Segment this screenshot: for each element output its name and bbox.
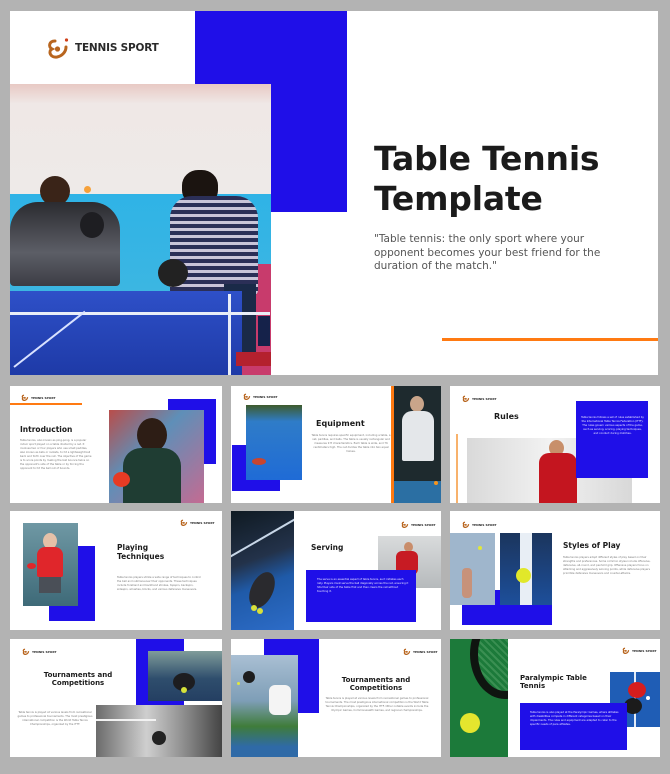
styles-player-photo <box>450 533 495 605</box>
slide-logo <box>243 393 278 400</box>
slide-styles-of-play[interactable] <box>450 511 660 630</box>
cover-title <box>374 139 599 218</box>
slide-body: Table tennis is played at various levels from recreational games to professional tournaments. The most prestigious international competition is the World Table Tennis Championships, organized by the ITTF. <box>17 711 93 727</box>
slide-logo <box>403 648 438 655</box>
brand-name: TENNIS SPORT <box>190 520 215 525</box>
brand-name: TENNIS SPORT <box>32 649 57 654</box>
slide-paralympic[interactable] <box>450 639 660 757</box>
slide-title <box>520 674 587 690</box>
orange-strip <box>456 434 458 503</box>
slide-title <box>321 676 431 692</box>
tennis-sport-logo-icon <box>22 648 30 655</box>
slide-body: Table tennis players utilize a wide range of techniques to control the ball and outmaneuver their opponents. These techniques include forehand and backhand strokes, topspin, backspin, sidespin, smashes, blocks, and various defensive maneuvers. <box>117 576 201 592</box>
brand-name: TENNIS SPORT <box>472 396 497 401</box>
cover-title-line-2: Template <box>374 178 543 218</box>
tennis-sport-logo-icon <box>180 519 188 526</box>
brand-name: TENNIS SPORT <box>413 649 438 654</box>
slide-title-line-2: Competitions <box>349 684 403 693</box>
slide-logo <box>401 521 436 528</box>
slide-logo <box>22 648 57 655</box>
serving-court-photo <box>231 511 294 630</box>
slide-playing-techniques[interactable] <box>10 511 222 630</box>
slide-logo <box>180 519 215 526</box>
tennis-sport-logo-icon <box>403 648 411 655</box>
slide-body: Table tennis players adopt different styles of play based on their strengths and preferences. Some common styles include offensive, defensive, all-round, and penhold grip. Offensive players focus on attacking and aggressively winning points, while defensive players prioritize defensive maneuvers and counter-attacks. <box>563 556 651 576</box>
slide-title: Styles of Play <box>563 541 621 550</box>
slide-rules[interactable] <box>450 386 660 503</box>
slide-body: Table tennis, also known as ping-pong, is a popular indoor sport played on a table divided by a net. It involves two or four players who use small paddles, also known as bats or rackets, to hit a lightweight ball back and forth over the net. The objective of the game is to score points by making the ball bounce twice on the opponent's side of the table or by forcing the opponent to hit the ball out of bounds. <box>20 439 92 471</box>
rules-text-box <box>576 401 648 478</box>
cover-quote: "Table tennis: the only sport where your opponent becomes your best friend for the duration of the match." <box>374 233 601 273</box>
slide-title-line-2: Techniques <box>117 551 165 561</box>
cover-photo <box>10 84 271 375</box>
tennis-sport-logo-icon <box>462 521 470 528</box>
slide-body: Table tennis requires specific equipment, including a table, a net, paddles, and balls. The table is usually rectangular and measures 9 ft characteristics. Each table is wide, and 76 centimeters high. The net divides the table into two equal halves. <box>311 434 391 454</box>
brand-name: TENNIS SPORT <box>472 522 497 527</box>
slide-title: Introduction <box>20 425 73 434</box>
slide-title-line-1: Paralympic Table <box>520 674 587 682</box>
tennis-sport-logo-icon <box>243 393 251 400</box>
slide-title-line-2: Tennis <box>520 682 546 691</box>
slide-serving[interactable] <box>231 511 441 630</box>
slide-body: Table tennis is also played at the Paralympic Games, where athletes with disabilities compete in different categories based on their impairments. The rules and equipment are adapted to cater to the specific needs of para athletes. <box>530 711 619 727</box>
techniques-player-photo <box>23 523 78 606</box>
brand-name: TENNIS SPORT <box>632 648 657 653</box>
tennis-sport-logo-icon <box>21 394 29 401</box>
slide-title-line-1: Tournaments and <box>43 671 113 679</box>
slide-tournaments-1[interactable] <box>10 639 222 757</box>
slide-title <box>117 544 164 561</box>
slide-body: Table tennis is played at various levels from recreational games to professional tournaments. The most prestigious international competition is the World Table Tennis Championships, organized by the ITTF. Other notable events include the Olympic Games, Commonwealth Games, and regional championships. <box>325 697 429 713</box>
slide-equipment[interactable] <box>231 386 441 503</box>
slide-title: Rules <box>494 412 519 421</box>
slide-logo <box>462 395 497 402</box>
tennis-sport-logo-icon <box>401 521 409 528</box>
tournaments-player-photo <box>231 655 298 757</box>
cover-orange-rule <box>442 338 658 341</box>
brand-name: TENNIS SPORT <box>411 522 436 527</box>
slide-title: Serving <box>311 543 344 552</box>
slide-title-line-1: Playing <box>117 543 149 552</box>
slide-body: The serve is an essential aspect of table tennis, as it initiates each rally. Players must serve the ball diagonally across the net, ensuring it hits their side of the table first and then clears the net without touching it. <box>317 578 409 594</box>
slide-body: Table tennis follows a set of rules established by the International Table Tennis Federation (ITTF). The rules govern various aspects of the game, such as serving, scoring, playing techniques, and conduct during matches. <box>581 416 644 436</box>
brand-name: TENNIS SPORT <box>75 42 159 54</box>
slide-tournaments-2[interactable] <box>231 639 441 757</box>
slide-logo <box>21 394 56 401</box>
tennis-sport-logo-icon <box>622 647 630 654</box>
brand-name: TENNIS SPORT <box>253 394 278 399</box>
tournaments-bw-photo <box>96 705 222 757</box>
slide-title <box>30 671 126 687</box>
tennis-sport-logo-icon <box>462 395 470 402</box>
cover-slide[interactable] <box>10 11 658 375</box>
slide-title-line-2: Competitions <box>51 679 105 688</box>
tennis-sport-logo-icon <box>46 37 70 59</box>
tournaments-racket-photo <box>148 651 222 701</box>
brand-name: TENNIS SPORT <box>31 395 56 400</box>
slide-logo <box>622 647 657 654</box>
paralympic-racket-photo <box>450 639 508 757</box>
slide-title-line-1: Tournaments and <box>341 676 411 684</box>
equipment-player-photo <box>394 386 441 503</box>
orange-rule <box>10 403 82 405</box>
cover-title-line-1: Table Tennis <box>374 139 600 178</box>
slide-title: Equipment <box>316 419 365 428</box>
equipment-table-photo <box>246 405 302 480</box>
slide-introduction[interactable] <box>10 386 222 503</box>
slide-logo <box>462 521 497 528</box>
brand-logo <box>46 37 159 59</box>
styles-ball-photo <box>500 533 552 605</box>
introduction-photo <box>109 410 204 503</box>
